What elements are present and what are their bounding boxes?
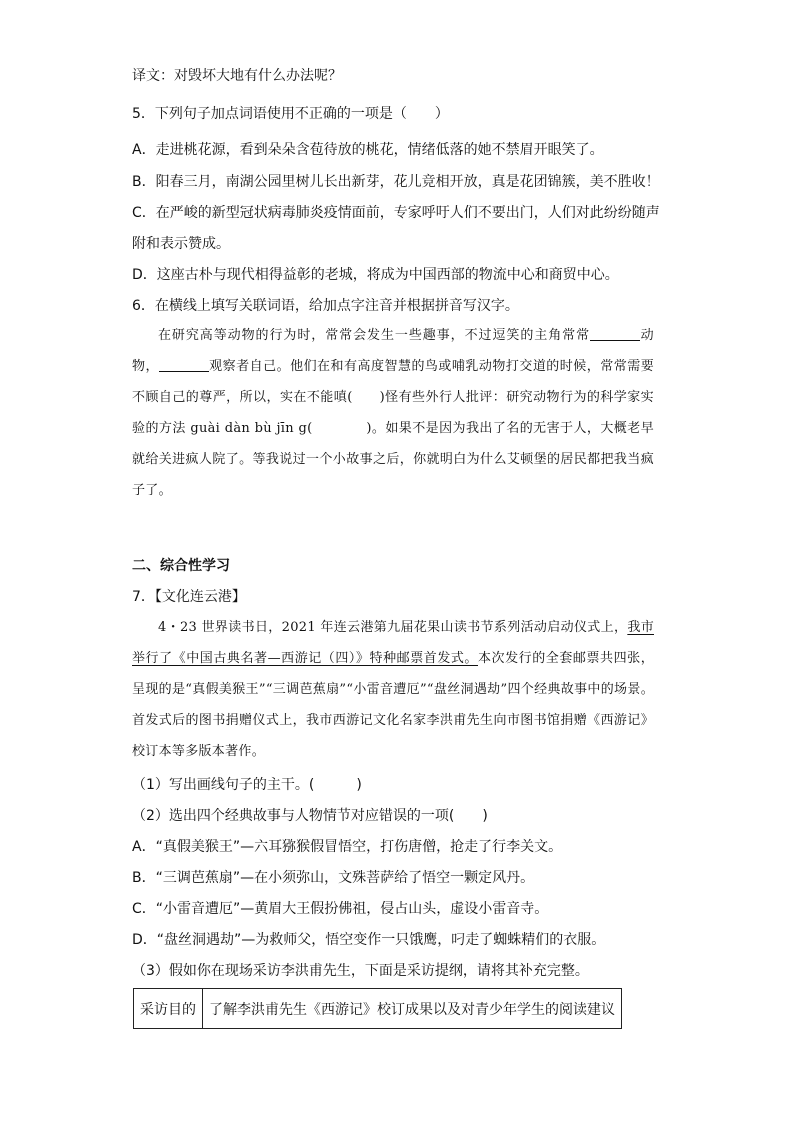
q5-option-d: D．这座古朴与现代相得益彰的老城，将成为中国西部的物流中心和商贸中心。 bbox=[132, 267, 619, 283]
q6-passage-part3: 观察者自己。他们在和有高度智慧的鸟或哺乳动物打交道的时候，常常需要不顾自己的尊严，所以，实在不能嗔( )怪有些外行人批评：研究动物行为的科学家实验的方法 guài dàn bù jīn g( )。如果不是因为我出了名的无害于人，大概老早就给关进疯人院了。等我说过一个小故事之后，你就明白为什么艾顿堡的居民都把我当疯子了。 bbox=[132, 359, 654, 498]
interview-outline-table bbox=[133, 988, 622, 1029]
q7-passage bbox=[132, 612, 654, 767]
q7-underlined-sentence: 我市举行了《中国古典名著—西游记（四）》特种邮票首发式。 bbox=[132, 620, 654, 666]
q5-option-c-line2: 附和表示赞成。 bbox=[132, 236, 230, 252]
q7-passage-end: 本次发行的全套邮票共四张，呈现的是“真假美猴王”“三调芭蕉扇”“小雷音遭厄”“盘丝洞遇劫”四个经典故事中的场景。首发式后的图书捐赠仪式上，我市西游记文化名家李洪甫先生向市图书馆捐赠《西游记》校订本等多版本著作。 bbox=[132, 651, 654, 759]
q5-option-b: B．阳春三月，南湖公园里树儿长出新芽，花儿竞相开放，真是花团锦簇，美不胜收！ bbox=[132, 174, 660, 190]
q7-title: 7．【文化连云港】 bbox=[132, 589, 246, 605]
q7-sub2: （2）选出四个经典故事与人物情节对应错误的一项( ) bbox=[132, 808, 488, 824]
q7-sub1: （1）写出画线句子的主干。( ) bbox=[132, 777, 362, 793]
section-heading: 二、综合性学习 bbox=[132, 558, 230, 574]
table-value-cell: 了解李洪甫先生《西游记》校订成果以及对青少年学生的阅读建议 bbox=[203, 989, 622, 1029]
q7-passage-start: 4・23 世界读书日，2021 年连云港第九届花果山读书节系列活动启动仪式上， bbox=[158, 620, 628, 635]
q6-stem: 6．在横线上填写关联词语，给加点字注音并根据拼音写汉字。 bbox=[132, 298, 519, 314]
q6-blank-1[interactable] bbox=[590, 326, 640, 341]
table-row bbox=[134, 989, 622, 1029]
q4-translation: 译文：对毁坏大地有什么办法呢？ bbox=[132, 68, 342, 84]
table-label-cell: 采访目的 bbox=[134, 989, 203, 1029]
q7-option-b: B．“三调芭蕉扇”—在小须弥山，文殊菩萨给了悟空一颗定风丹。 bbox=[132, 870, 535, 886]
q5-option-a: A．走进桃花源，看到朵朵含苞待放的桃花，情绪低落的她不禁眉开眼笑了。 bbox=[132, 142, 604, 158]
q7-option-c: C．“小雷音遭厄”—黄眉大王假扮佛祖，侵占山头，虚设小雷音寺。 bbox=[132, 901, 549, 917]
q7-sub3: （3）假如你在现场采访李洪甫先生，下面是采访提纲，请将其补充完整。 bbox=[132, 963, 589, 979]
q6-passage-part1: 在研究高等动物的行为时，常常会发生一些趣事，不过逗笑的主角常常 bbox=[158, 328, 591, 343]
q5-stem: 5．下列句子加点词语使用不正确的一项是（ ） bbox=[132, 106, 449, 122]
q7-option-d: D．“盘丝洞遇劫”—为救师父，悟空变作一只饿鹰，叼走了蜘蛛精们的衣服。 bbox=[132, 932, 606, 948]
q5-option-c-line1: C．在严峻的新型冠状病毒肺炎疫情面前，专家呼吁人们不要出门，人们对此纷纷随声 bbox=[132, 205, 660, 221]
q7-option-a: A．“真假美猴王”—六耳猕猴假冒悟空，打伤唐僧，抢走了行李关文。 bbox=[132, 839, 563, 855]
q6-passage-part2: 动物， bbox=[132, 328, 654, 374]
q6-blank-2[interactable] bbox=[159, 357, 209, 372]
q6-passage bbox=[132, 320, 654, 506]
